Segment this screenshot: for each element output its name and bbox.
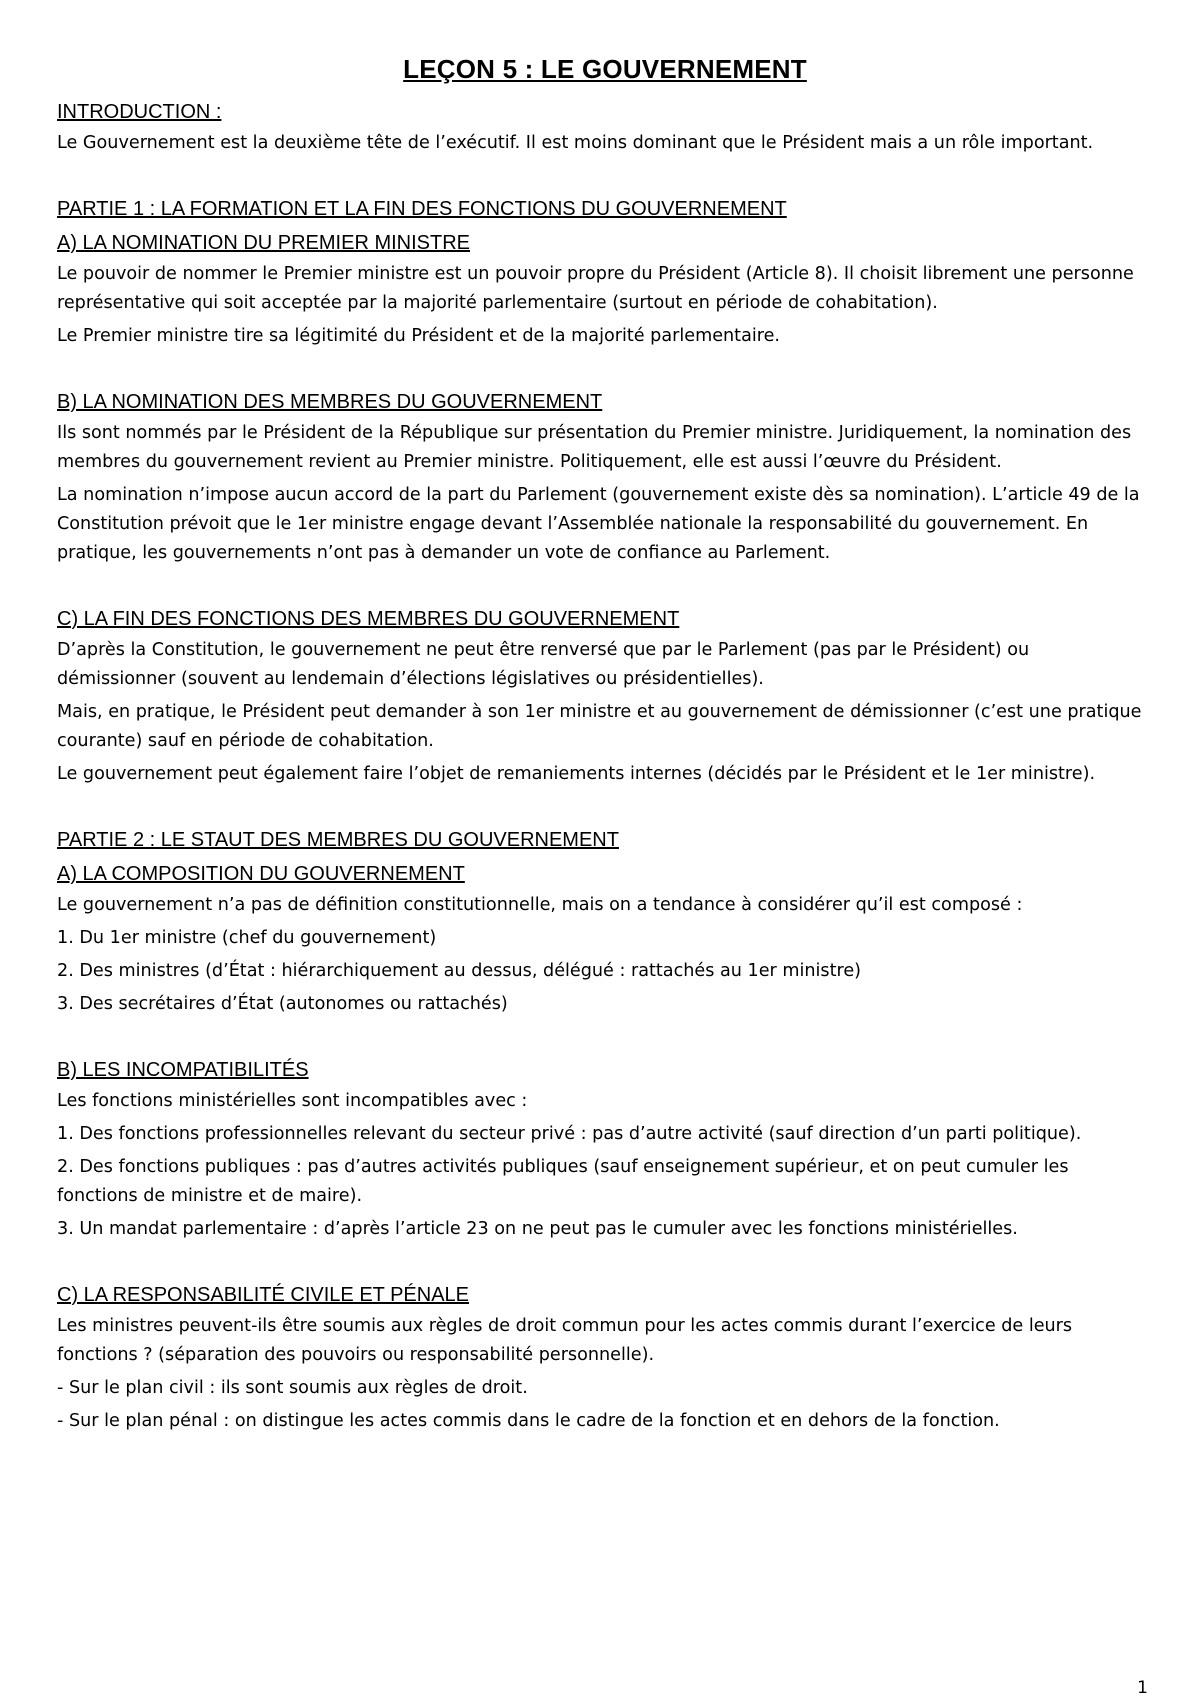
partie2-b-p1: Les fonctions ministérielles sont incompatibles avec : [57, 1091, 528, 1111]
partie2-b-item-2: 2. Des fonctions publiques : pas d’autres activités publiques (sauf enseignement supérieur, et on peut cumuler les fonctions de ministre et de maire). [57, 1157, 1069, 1206]
partie2-b-item-3: 3. Un mandat parlementaire : d’après l’article 23 on ne peut pas le cumuler avec les fonctions ministérielles. [57, 1219, 1018, 1239]
partie2-a-heading: A) LA COMPOSITION DU GOUVERNEMENT [57, 863, 465, 885]
partie2-a-p1: Le gouvernement n’a pas de définition constitutionnelle, mais on a tendance à considérer qu’il est composé : [57, 895, 1023, 915]
partie2-c-item-2: - Sur le plan pénal : on distingue les actes commis dans le cadre de la fonction et en dehors de la fonction. [57, 1411, 1000, 1431]
intro-heading: INTRODUCTION : [57, 101, 222, 123]
partie2-heading: PARTIE 2 : LE STAUT DES MEMBRES DU GOUVERNEMENT [57, 829, 619, 851]
page-number: 1 [1137, 1678, 1148, 1698]
partie2-b-item-1: 1. Des fonctions professionnelles relevant du secteur privé : pas d’autre activité (sauf direction d’un parti politique). [57, 1124, 1082, 1144]
partie1-b-p1: Ils sont nommés par le Président de la République sur présentation du Premier ministre. Juridiquement, la nomination des membres du gouvernement revient au Premier ministre. Politiquement, elle est aussi l’œuvre du Président. [57, 423, 1132, 472]
partie1-heading: PARTIE 1 : LA FORMATION ET LA FIN DES FONCTIONS DU GOUVERNEMENT [57, 198, 787, 220]
partie2-c-heading: C) LA RESPONSABILITÉ CIVILE ET PÉNALE [57, 1284, 470, 1306]
partie1-b-heading: B) LA NOMINATION DES MEMBRES DU GOUVERNEMENT [57, 391, 603, 413]
document-page [57, 54, 1153, 1436]
partie1-b-p2: La nomination n’impose aucun accord de la part du Parlement (gouvernement existe dès sa nomination). L’article 49 de la Constitution prévoit que le 1er ministre engage devant l’Assemblée nationale la responsabilité du gouvernement. En pratique, les gouvernements n’ont pas à demander un vote de confiance au Parlement. [57, 485, 1140, 563]
partie2-a-item-3: 3. Des secrétaires d’État (autonomes ou rattachés) [57, 994, 508, 1014]
partie2-c-p1: Les ministres peuvent-ils être soumis aux règles de droit commun pour les actes commis durant l’exercice de leurs fonctions ? (séparation des pouvoirs ou responsabilité personnelle). [57, 1316, 1073, 1365]
page-title: LEÇON 5 : LE GOUVERNEMENT [403, 54, 807, 84]
partie2-a-item-1: 1. Du 1er ministre (chef du gouvernement) [57, 928, 437, 948]
intro-text: Le Gouvernement est la deuxième tête de l’exécutif. Il est moins dominant que le Président mais a un rôle important. [57, 133, 1094, 153]
partie2-b-heading: B) LES INCOMPATIBILITÉS [57, 1059, 309, 1081]
partie1-a-heading: A) LA NOMINATION DU PREMIER MINISTRE [57, 232, 470, 254]
partie1-a-p1: Le pouvoir de nommer le Premier ministre est un pouvoir propre du Président (Article 8). Il choisit librement une personne représentative qui soit acceptée par la majorité parlementaire (surtout en période de cohabitation). [57, 264, 1134, 313]
partie1-a-p2: Le Premier ministre tire sa légitimité du Président et de la majorité parlementaire. [57, 326, 781, 346]
partie1-c-p2: Mais, en pratique, le Président peut demander à son 1er ministre et au gouvernement de démissionner (c’est une pratique courante) sauf en période de cohabitation. [57, 702, 1142, 751]
partie1-c-heading: C) LA FIN DES FONCTIONS DES MEMBRES DU GOUVERNEMENT [57, 608, 680, 630]
partie1-c-p3: Le gouvernement peut également faire l’objet de remaniements internes (décidés par le Président et le 1er ministre). [57, 764, 1096, 784]
partie2-a-item-2: 2. Des ministres (d’État : hiérarchiquement au dessus, délégué : rattachés au 1er ministre) [57, 961, 862, 981]
partie2-c-item-1: - Sur le plan civil : ils sont soumis aux règles de droit. [57, 1378, 528, 1398]
partie1-c-p1: D’après la Constitution, le gouvernement ne peut être renversé que par le Parlement (pas par le Président) ou démissionner (souvent au lendemain d’élections législatives ou présidentielles). [57, 640, 1030, 689]
